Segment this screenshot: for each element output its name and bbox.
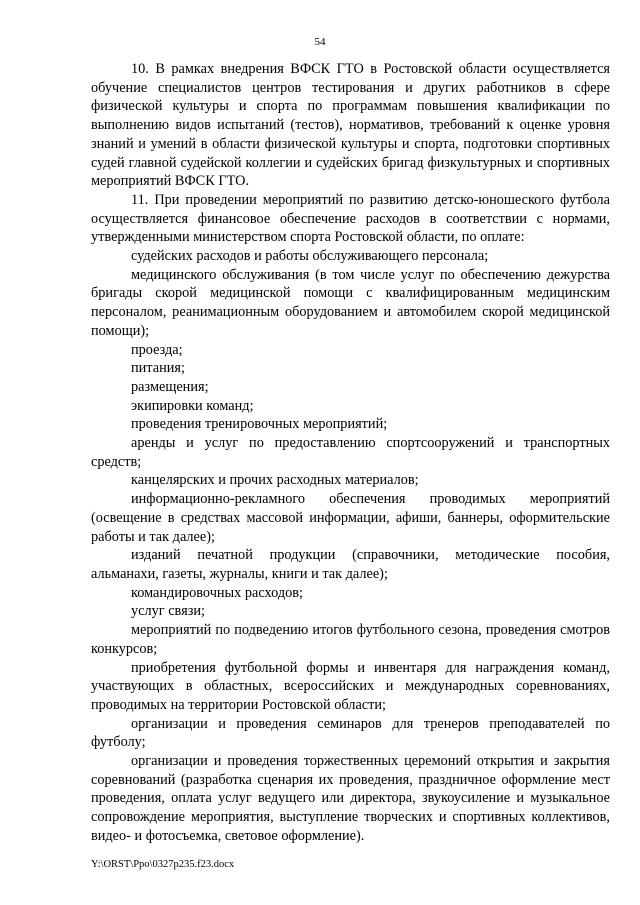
list-item: размещения;	[131, 378, 209, 395]
list-item: информационно-рекламного обеспечения проводимых мероприятий (освещение в средствах массовой информации, афиши, баннеры, оформительские работы и так далее);	[91, 491, 610, 545]
list-item: судейских расходов и работы обслуживающего персонала;	[131, 248, 489, 265]
document-body	[91, 60, 610, 846]
list-item: приобретения футбольной формы и инвентаря для награждения команд, участвующих в областных, всероссийских и международных соревнованиях, проводимых на территории Ростовской области;	[91, 659, 610, 713]
list-item: проведения тренировочных мероприятий;	[131, 416, 388, 433]
list-item: экипировки команд;	[131, 397, 254, 414]
list-item: организации и проведения семинаров для тренеров преподавателей по футболу;	[91, 715, 610, 751]
list-item: услуг связи;	[131, 603, 205, 620]
list-item: канцелярских и прочих расходных материалов;	[131, 472, 419, 489]
list-item: мероприятий по подведению итогов футбольного сезона, проведения смотров конкурсов;	[91, 622, 610, 657]
list-item: питания;	[131, 360, 185, 377]
page-number: 54	[314, 36, 326, 48]
list-item: командировочных расходов;	[131, 584, 304, 601]
list-item: организации и проведения торжественных церемоний открытия и закрытия соревнований (разработка сценария их проведения, праздничное оформление мест проведения, оплата услуг ведущего или директора, звукоусиление и музыкальное сопровождение мероприятия, выступление творческих и спортивных коллективов, видео- и фотосъемка, световое оформление).	[91, 753, 610, 844]
paragraph: 10. В рамках внедрения ВФСК ГТО в Ростовской области осуществляется обучение специалистов центров тестирования и других работников в сфере физической культуры и спорта по программам повышения квалификации по выполнению видов испытаний (тестов), нормативов, требований к оценке уровня знаний и умений в области физической культуры и спорта, подготовки спортивных судей главной судейской коллегии и судейских бригад физкультурных и спортивных мероприятий ВФСК ГТО.	[91, 61, 610, 190]
list-item: медицинского обслуживания (в том числе услуг по обеспечению дежурства бригады скорой медицинской помощи с квалифицированным медицинским персоналом, реанимационным оборудованием и автомобилем скорой медицинской помощи);	[91, 266, 610, 339]
document-file-path: Y:\ORST\Ppo\0327p235.f23.docx	[91, 859, 235, 870]
paragraph: 11. При проведении мероприятий по развитию детско-юношеского футбола осуществляется финансовое обеспечение расходов в соответствии с нормами, утвержденными министерством спорта Ростовской области, по оплате:	[91, 191, 610, 246]
list-item: проезда;	[131, 341, 183, 358]
list-item: аренды и услуг по предоставлению спортсооружений и транспортных средств;	[91, 435, 610, 470]
list-item: изданий печатной продукции (справочники, методические пособия, альманахи, газеты, журналы, книги и так далее);	[91, 547, 610, 582]
